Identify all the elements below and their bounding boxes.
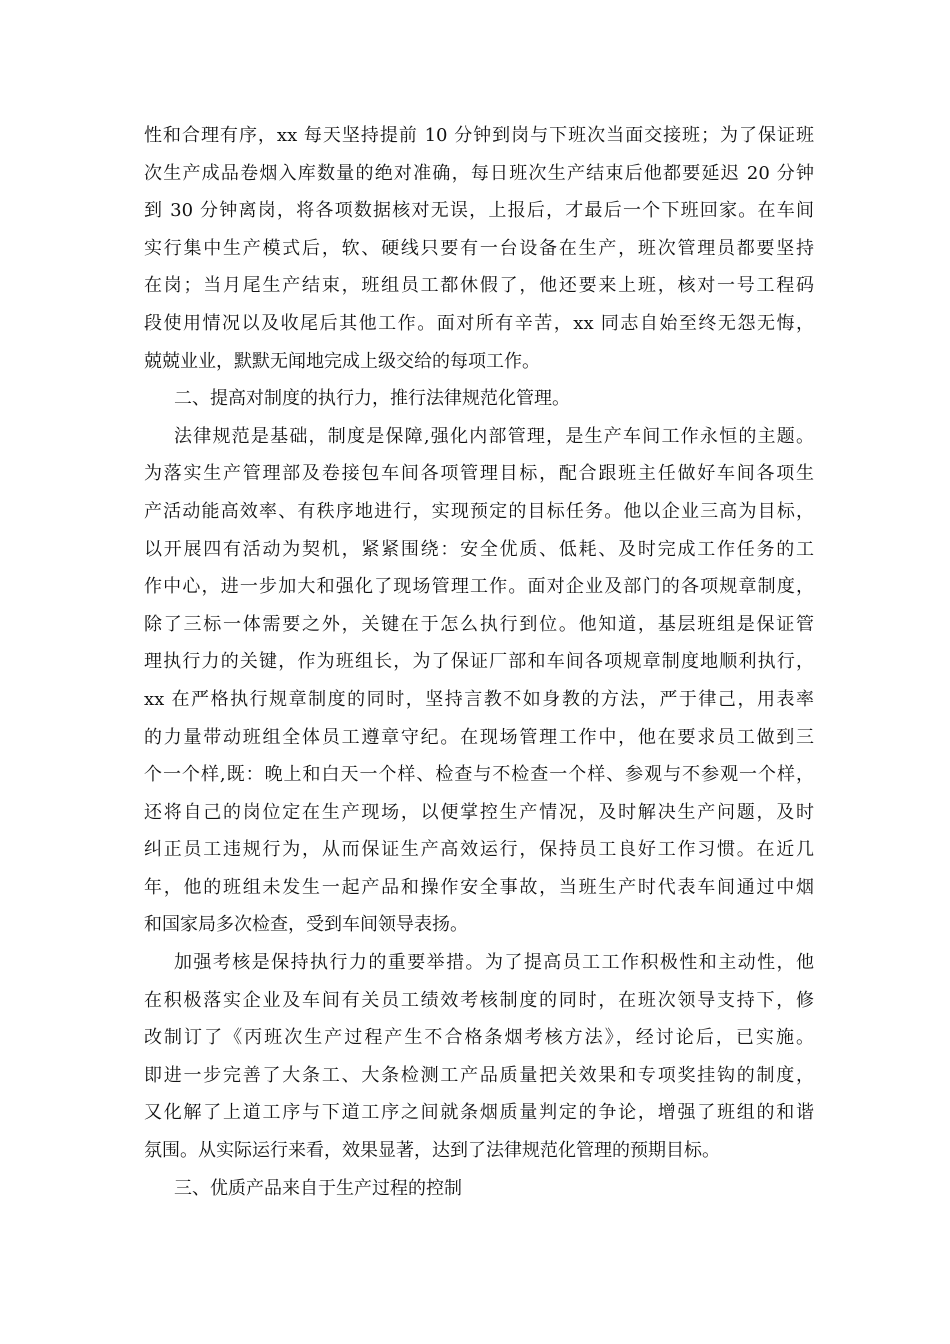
text-line: 个一个样,既：晚上和白天一个样、检查与不检查一个样、参观与不参观一个样， <box>144 764 814 786</box>
text-line: 实行集中生产模式后，软、硬线只要有一台设备在生产，班次管理员都要坚持 <box>144 237 814 259</box>
text-line: 作中心，进一步加大和强化了现场管理工作。面对企业及部门的各项规章制度， <box>144 576 814 598</box>
text-line: 还将自己的岗位定在生产现场，以便掌控生产情况，及时解决生产问题，及时 <box>144 801 814 823</box>
text-line: 在积极落实企业及车间有关员工绩效考核制度的同时，在班次领导支持下，修 <box>144 989 814 1011</box>
text-line: 在岗；当月尾生产结束，班组员工都休假了，他还要来上班，核对一号工程码 <box>144 275 814 297</box>
text-line: 纠正员工违规行为，从而保证生产高效运行，保持员工良好工作习惯。在近几 <box>144 839 814 861</box>
text-line: 兢兢业业，默默无闻地完成上级交给的每项工作。 <box>144 350 540 372</box>
text-line: 的力量带动班组全体员工遵章守纪。在现场管理工作中，他在要求员工做到三 <box>144 726 814 748</box>
text-line: 理执行力的关键，作为班组长，为了保证厂部和车间各项规章制度地顺利执行， <box>144 651 814 673</box>
document-body <box>144 117 814 1207</box>
text-line: 加强考核是保持执行力的重要举措。为了提高员工工作积极性和主动性，他 <box>174 952 814 974</box>
text-line: 以开展四有活动为契机，紧紧围绕：安全优质、低耗、及时完成工作任务的工 <box>144 538 814 560</box>
text-line: xx 在严格执行规章制度的同时，坚持言教不如身教的方法，严于律己，用表率 <box>144 688 814 710</box>
text-line: 改制订了《丙班次生产过程产生不合格条烟考核方法》，经讨论后，已实施。 <box>144 1027 814 1049</box>
text-line: 氛围。从实际运行来看，效果显著，达到了法律规范化管理的预期目标。 <box>144 1140 720 1162</box>
text-line: 又化解了上道工序与下道工序之间就条烟质量判定的争论，增强了班组的和谐 <box>144 1102 814 1124</box>
text-line: 段使用情况以及收尾后其他工作。面对所有辛苦，xx 同志自始至终无怨无悔， <box>144 312 814 334</box>
text-line: 年，他的班组未发生一起产品和操作安全事故，当班生产时代表车间通过中烟 <box>144 876 814 898</box>
section-heading: 二、提高对制度的执行力，推行法律规范化管理。 <box>174 388 570 410</box>
text-line: 为落实生产管理部及卷接包车间各项管理目标，配合跟班主任做好车间各项生 <box>144 463 814 485</box>
text-line: 性和合理有序，xx 每天坚持提前 10 分钟到岗与下班次当面交接班；为了保证班 <box>144 125 814 146</box>
text-line: 法律规范是基础，制度是保障,强化内部管理，是生产车间工作永恒的主题。 <box>174 425 814 447</box>
text-line: 次生产成品卷烟入库数量的绝对准确，每日班次生产结束后他都要延迟 20 分钟 <box>144 162 814 184</box>
text-line: 产活动能高效率、有秩序地进行，实现预定的目标任务。他以企业三高为目标， <box>144 500 814 522</box>
text-line: 到 30 分钟离岗，将各项数据核对无误，上报后，才最后一个下班回家。在车间 <box>144 200 814 222</box>
text-line: 除了三标一体需要之外，关键在于怎么执行到位。他知道，基层班组是保证管 <box>144 613 814 635</box>
section-heading: 三、优质产品来自于生产过程的控制 <box>174 1177 462 1199</box>
text-line: 和国家局多次检查，受到车间领导表扬。 <box>144 914 468 936</box>
text-line: 即进一步完善了大条工、大条检测工产品质量把关效果和专项奖挂钩的制度， <box>144 1064 814 1086</box>
